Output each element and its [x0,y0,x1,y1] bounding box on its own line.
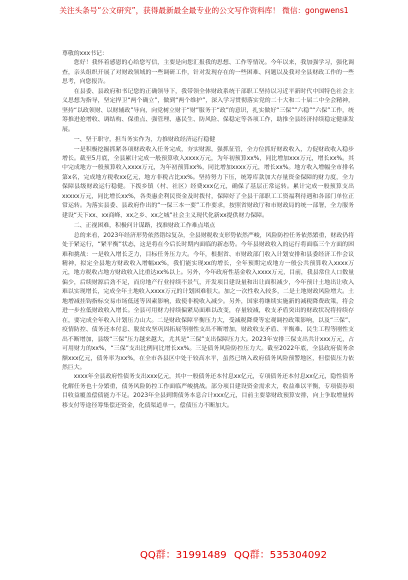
qq-group-1: QQ群：31991489 [140,550,227,561]
paragraph: 在县委、县政府和书记您的正确领导下，我带领全体财政系统干部职工坚持以习近平新时代中国特色社会主义思想为指导，坚定捍卫“两个确立”，做到“两个维护”，深入学习贯彻落实党的二十大和二十届二中全会精神，坚持“以政领财、以财辅政”导向，向党树立财于“财”服务于“政”的意识，扎实做好“三保”“六稳”“六保”工作，统筹推进抢增收、调结构、保重点、强管理、惠民生、防风险、保稳定等各项工作，助推全县经济持续稳定健康发展。 [62,88,354,133]
qq-group-2: QQ群：535304092 [234,550,328,561]
section-heading: 一、坚于职守，担当务实作为，力推财政经济运行稳健 [73,137,216,144]
footer [0,546,408,566]
salutation: 尊敬的xxx书记： [62,51,108,57]
paragraph: 一是积极挖掘抓紧各项财政收入任务完成，夯实财源，强抓征管，全方位抓好财政收入，力促财政收入稳步增长。截至5月底，全县累计完成一般预算收入xxxx万元，为年初预算xx%，同比增加xxx万元，增长xx%。其中完成地方一般预算收入xxxx万元，为年初预算xx%，同比增加xxxx万元，增长xx%。地方收入增幅全市排名第x名，完成地方税收xx亿元，地方非税占比xx%。坚持努力下压，统筹库款加大存量资金保障的财力度，全力保障县级财政运行稳健。下拨乡镇（村、社区）经费xxx亿元，确保了基层正常运转。累计完成一般预算支出xxxxx万元，同比增长xx%，各类惠企利民资金及时拨付，保障好了全县干部职工工资福利待遇和各部门单位正常运转。为落实县委、县政府作出的“一保三本一要”工作要求，按照省财政厅和市财政局的统一部署，全力服务建设“天下xx、xx商峰、xx之乡、xx之城”社会主义现代化新xx提供财力保障。 [62,146,354,219]
section-heading: 二、正视困难，积极问计谋路，找准财政工作难点堵点 [73,223,216,230]
header-banner: 关注头条号“公文研究”，获得最新最全最专业的公文写作资料库！ 微信：gongwens1 [59,6,349,15]
paragraph: 总的来看，2023年经济形势依然错综复杂，全县财税收支形势依然严峻，风险防控任务依然繁重，财政仍将处于紧运行，“紧平衡”状态，这是将在今后长时期内面临的新态势。今年县财政收入的运行将面临三个方面的困难和挑战：一是收入增长乏力，目标任务压力大。今年，根据省、市财政部门收入计划安排和县委经济工作会议精神，拟定全县地方财政收入增幅xx%，我们能实现xx的增长，全年预期完成地方一般公共预算收入xxxx万元，地方税收占地方财政收入比重达xx%以上。另外，今年政府性基金收入xxxx万元，目前，我县常住人口数量偏少，后续财源后劲不足，而房地产行业持续不景气，开发项目建设量和出让面积减少，今年预计土地出让收入难以实现增长，完成全年土地收入xxxx万元的计划困难很大。加之一次性收入较多，二是土地财政风险增大。土地增减挂钩指标交易市场低迷等因素影响，致使非税收入减少。另外，国家将继续实施新的减税降费政策，将会进一步拉低财政收入增长。全县可用财力持续偏紧局面难以改变，存量较减，收支矛盾突出的财政状况将持续存在，要完成全年收入计划压力山大。二是财政保障平衡压力大，受减税降费等宏观调控政策影响，以及“三保”、疫情防控、债务还本付息、脱贫攻坚巩固拓展等刚性支出不断增加，财政收支矛盾、平衡难、民生工程等刚性支出不断增加，县级“三保”压力越来越大，尤其是“三保”支出保障压力大。2023年安排三保支出共计xxx万元，占可用财力的xx%，“三保”支出比例同比增长xx%。三是债务风险防控压力大。截至2022年底，全县政府债务余额xxx亿元，债务率为xx%，在全市各县区中处于较高水平，虽然已纳入政府债务风险预警地区，但偿债压力依然巨大。 [62,232,354,371]
paragraph: 您好！我怀着感恩的心给您写信，主要是向您汇报我的思想、工作等情况。今年以来，我加强学习，强化调查，亲头组织开展了对财政领域的一些调研工作，针对发现存在的一些困难、问题以及我对全县财政工作的一些思考，向您报告。 [62,60,354,86]
letter-body [62,50,354,411]
paragraph: xxxx年全县政府性债务支出xxx亿元，其中一般债务还本付息xx亿元，专项债务还本付息xx亿元，隐性债务化解任务也十分繁重，债务风险防控工作面临严峻挑战。部分项目建设资金需求大，收益难以平衡，专项债券项目收益覆盖偿债能力不足。2023年全县到期债务本息合计xxx亿元，目前主要靠财政预算安排，向上争取增量转移支付等途径筹集偿还资金，化债渠道单一，偿债压力不断加大。 [62,374,354,409]
